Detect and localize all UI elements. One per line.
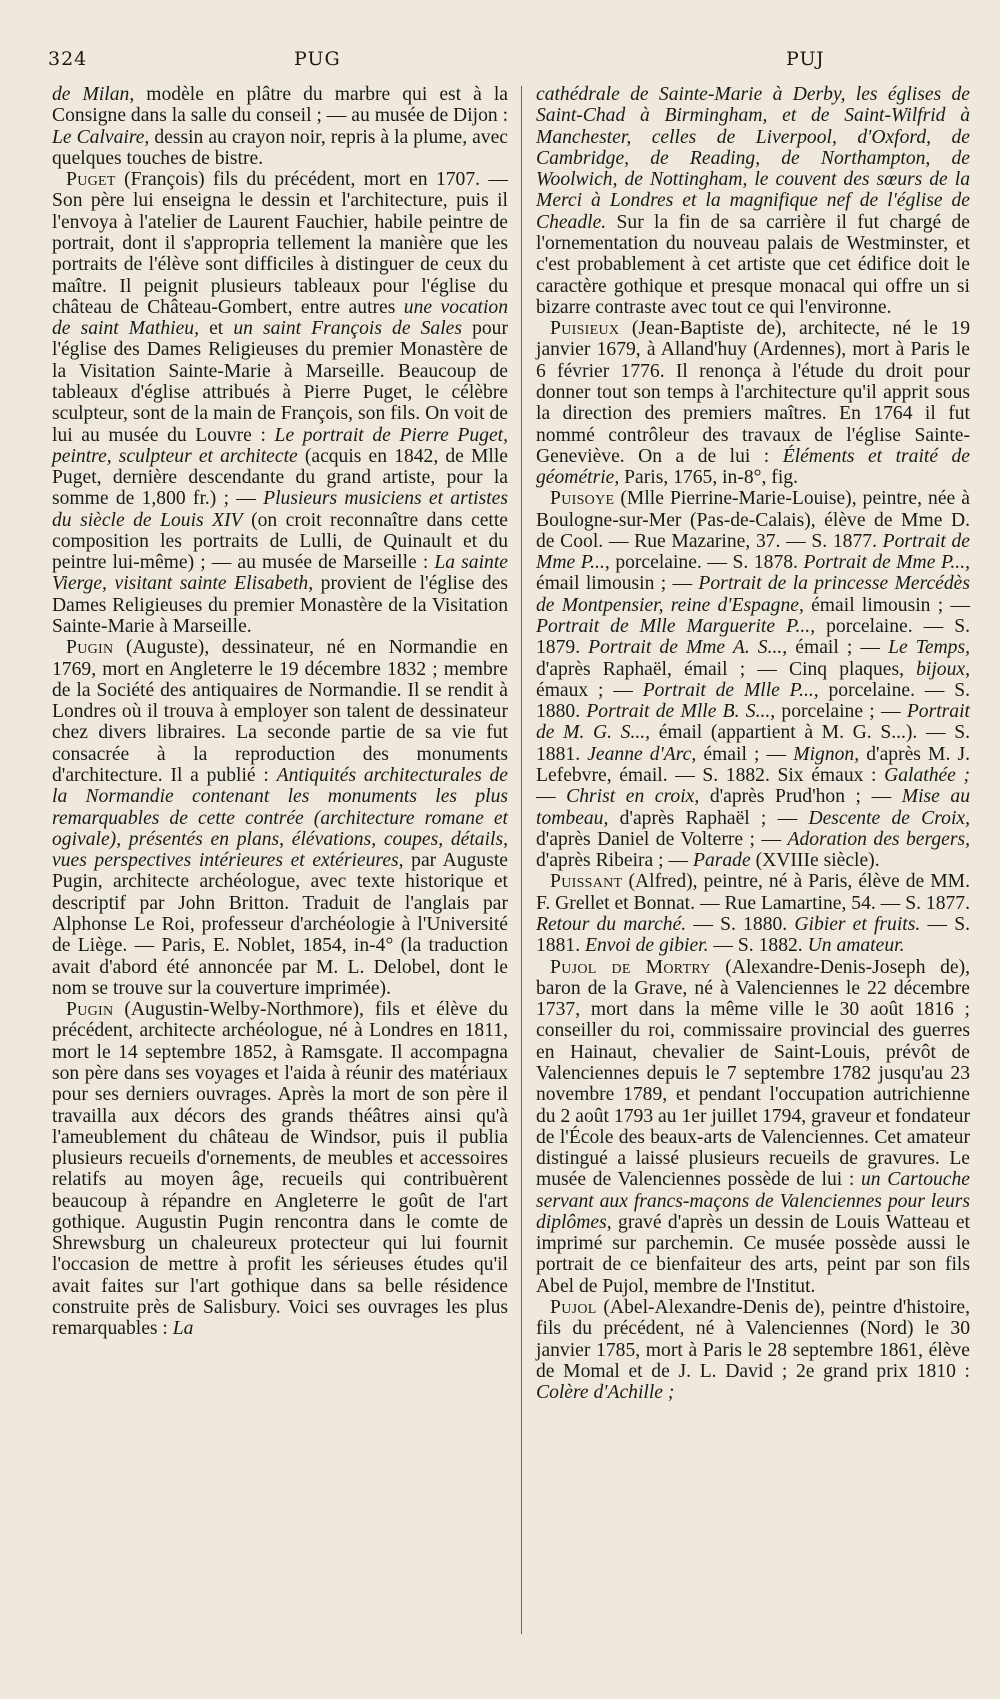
entry-name: Puissant [550,871,623,893]
entry-pugin-auguste: Pugin (Auguste), dessinateur, né en Normandie en 1769, mort en Angleterre le 19 décembre 1832 ; membre de la Société des antiquaires de Normandie. Il se rendit à Londres où il trouva à employer son talent de dessinateur chez divers libraires. La seconde partie de sa vie fut consacrée à la reproduction des monuments d'architecture. Il a publié : Antiquités architecturales de la Normandie contenant les monuments les plus remarquables de cette contrée (architecture romane et ogivale), présentés en plans, élévations, coupes, détails, vues perspectives intérieures et extérieures, par Auguste Pugin, architecte archéologue, avec texte historique et descriptif par John Britton. Traduit de l'anglais par Alphonse Le Roi, professeur d'archéologie à l'Université de Liège. — Paris, E. Noblet, 1854, in-4° (la traduction avait d'abord été annoncée par M. L. Delobel, dont le nom se trouve sur la couverture imprimée). [52,637,508,999]
entry-name: Puget [66,169,116,191]
entry-pujol-abel: Pujol (Abel-Alexandre-Denis de), peintre d'histoire, fils du précédent, né à Valenciennes (Nord) le 30 janvier 1785, mort à Paris le 28 septembre 1861, élève de Momal et de J. L. David ; 2e grand prix 1810 : Colère d'Achille ; [536,1297,970,1404]
entry-name: Pujol de Mortry [550,956,711,978]
entry-continuation: de Milan, modèle en plâtre du marbre qui est à la Consigne dans la salle du conseil ; — au musée de Dijon : Le Calvaire, dessin au crayon noir, repris à la plume, avec quelques touches de bistre. [52,84,509,169]
entry-pujol-de-mortry: Pujol de Mortry (Alexandre-Denis-Joseph de), baron de la Grave, né à Valenciennes le 22 décembre 1737, mort dans la même ville le 30 août 1816 ; conseiller du roi, commissaire provincial des guerres en Hainaut, chevalier de Saint-Louis, prévôt de Valenciennes depuis le 7 septembre 1782 jusqu'au 23 novembre 1789, et pendant l'occupation autrichienne du 2 août 1793 au 1er juillet 1794, graveur et fondateur de l'École des beaux-arts de Valenciennes. Cet amateur distingué a laissé plusieurs recueils de gravures. Le musée de Valenciennes possède de lui : un Cartouche servant aux francs-maçons de Valenciennes pour leurs diplômes, gravé d'après un dessin de Louis Watteau et imprimé sur parchemin. Ce musée possède aussi le portrait de ce bienfaiteur des arts, peint par son fils Abel de Pujol, membre de l'Institut. [536,956,970,1297]
entry-pugin-augustin: Pugin (Augustin-Welby-Northmore), fils et élève du précédent, architecte archéologue, né à Londres en 1811, mort le 14 septembre 1852, à Ramsgate. Il accompagna son père dans ses voyages et l'aida à réunir des matériaux pour ses derniers ouvrages. Après la mort de son père il travailla aux décors des grands théâtres ainsi qu'à l'ameublement du château de Windsor, puis il publia plusieurs recueils d'ornements, de meubles et accessoires relatifs au moyen âge, recueils qui contribuèrent beaucoup à répandre en Angleterre le goût de l'art gothique. Augustin Pugin rencontra dans le comte de Shrewsburg un chaleureux protecteur qui lui fournit l'occasion de mettre à profit les sérieuses études qu'il avait faites sur l'art gothique dans sa belle résidence construite près de Salisbury. Voici ses ouvrages les plus remarquables : La [52,999,508,1340]
entry-puissant: Puissant (Alfred), peintre, né à Paris, élève de MM. F. Grellet et Bonnat. — Rue Lamartine, 54. — S. 1877. Retour du marché. — S. 1880. Gibier et fruits. — S. 1881. Envoi de gibier. — S. 1882. Un amateur. [536,871,971,957]
entry-name: Puisieux [550,318,620,340]
entry-name: Puisoye [550,488,615,510]
entry-name: Pugin [66,637,114,659]
right-column [536,84,970,1403]
left-column [52,84,508,1340]
page-number: 324 [48,48,88,70]
entry-name: Pugin [66,999,114,1021]
entry-continuation: cathédrale de Sainte-Marie à Derby, les églises de Saint-Chad à Birmingham, et de Saint-Wilfrid à Manchester, celles de Liverpool, d'Oxford, de Cambridge, de Reading, de Northampton, de Woolwich, de Nottingham, le couvent des sœurs de la Merci à Londres et la magnifique nef de l'église de Cheadle. Sur la fin de sa carrière il fut chargé de l'ornementation du nouveau palais de Westminster, et c'est probablement à cet artiste que cet édifice doit le caractère gothique et presque monacal qui offre un si bizarre contraste avec tout ce qui l'environne. [536,84,970,318]
entry-name: Pujol [550,1297,597,1319]
right-guide-word: PUJ [786,48,825,70]
column-divider [521,86,522,1634]
entry-puisoye: Puisoye (Mlle Pierrine-Marie-Louise), peintre, née à Boulogne-sur-Mer (Pas-de-Calais), élève de Mme D. de Cool. — Rue Mazarine, 37. — S. 1877. Portrait de Mme P..., porcelaine. — S. 1878. Portrait de Mme P..., émail limousin ; — Portrait de la princesse Mercédès de Montpensier, reine d'Espagne, émail limousin ; — Portrait de Mlle Marguerite P..., porcelaine. — S. 1879. Portrait de Mme A. S..., émail ; — Le Temps, d'après Raphaël, émail ; — Cinq plaques, bijoux, émaux ; — Portrait de Mlle P..., porcelaine. — S. 1880. Portrait de Mlle B. S..., porcelaine ; — Portrait de M. G. S..., émail (appartient à M. G. S...). — S. 1881. Jeanne d'Arc, émail ; — Mignon, d'après M. J. Lefebvre, émail. — S. 1882. Six émaux : Galathée ; — Christ en croix, d'après Prud'hon ; — Mise au tombeau, d'après Raphaël ; — Descente de Croix, d'après Daniel de Volterre ; — Adoration des bergers, d'après Ribeira ; — Parade (XVIIIe siècle). [536,488,971,872]
entry-puget-francois: Puget (François) fils du précédent, mort en 1707. — Son père lui enseigna le dessin et l'architecture, puis il l'envoya à l'atelier de Laurent Fauchier, habile peintre de portrait, dont il s'appropria tellement la manière que les portraits de l'élève sont difficiles à distinguer de ceux du maître. Il peignit plusieurs tableaux pour l'église du château de Château-Gombert, entre autres une vocation de saint Mathieu, et un saint François de Sales pour l'église des Dames Religieuses du premier Monastère de la Visitation Sainte-Marie à Marseille. Beaucoup de tableaux d'église attribués à Pierre Puget, le célèbre sculpteur, sont de la main de François, son fils. On voit de lui au musée du Louvre : Le portrait de Pierre Puget, peintre, sculpteur et architecte (acquis en 1842, de Mlle Puget, dernière descendante du grand artiste, pour la somme de 1,800 fr.) ; — Plusieurs musiciens et artistes du siècle de Louis XIV (on croit reconnaître dans cette composition les portraits de Lulli, de Quinault et du peintre lui-même) ; — au musée de Marseille : La sainte Vierge, visitant sainte Elisabeth, provient de l'église des Dames Religieuses du premier Monastère de la Visitation Sainte-Marie à Marseille. [52,169,508,638]
entry-puisieux: Puisieux (Jean-Baptiste de), architecte, né le 19 janvier 1679, à Alland'huy (Ardennes), mort à Paris le 6 février 1776. Il renonça à l'étude du droit pour donner tout son temps à l'architecture qu'il apprit sous la direction des premiers maîtres. En 1764 il fut nommé contrôleur des travaux de l'église Sainte-Geneviève. On a de lui : Éléments et traité de géométrie, Paris, 1765, in-8°, fig. [536,318,970,489]
left-guide-word: PUG [294,48,341,70]
running-header [48,48,968,76]
